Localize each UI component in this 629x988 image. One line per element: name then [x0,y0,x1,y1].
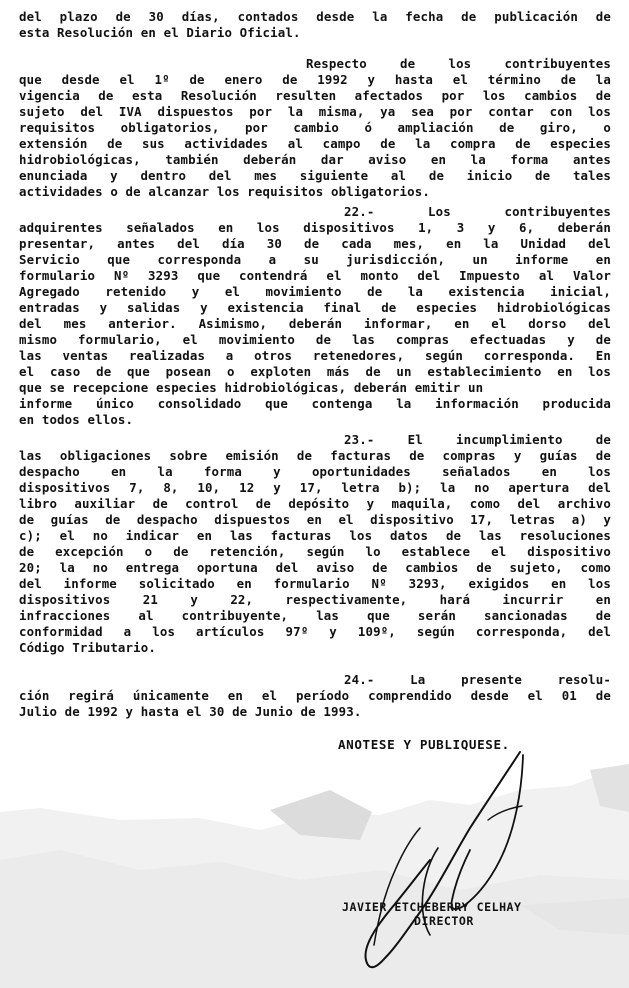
signer-name: JAVIER ETCHEBERRY CELHAY [342,900,522,914]
text-line: mismo formulario, el movimiento de las compras efectuadas y de [19,332,611,347]
text-line: en todos ellos. [19,412,134,427]
section-22-heading: 22.- Los contribuyentes [344,204,611,219]
text-line: del mes anterior. Asimismo, deberán informar, en el dorso del [19,316,611,331]
section-23-heading: 23.- El incumplimiento de [344,432,611,447]
text-line: de excepción o de retención, según lo establece el dispositivo [19,544,611,559]
text-line: Agregado retenido y el movimiento de la existencia inicial, [19,284,611,299]
text-line: informe único consolidado que contenga la información producida [19,396,611,411]
text-line: ción regirá únicamente en el período comprendido desde el 01 de [19,688,611,703]
text-line: libro auxiliar de control de depósito y maquila, como del archivo [19,496,611,511]
text-line: actividades o de alcanzar los requisitos obligatorios. [19,184,430,199]
text-line: infracciones al contribuyente, las que serán sancionadas de [19,608,611,623]
text-line: las obligaciones sobre emisión de facturas de compras y guías de [19,448,611,463]
text-line: despacho en la forma y oportunidades señalados en los [19,464,611,479]
text-line: extensión de sus actividades al campo de la compra de especies [19,136,611,151]
text-line: entradas y salidas y existencia final de especies hidrobiológicas [19,300,611,315]
text-line: del informe solicitado en formulario Nº 3293, exigidos en los [19,576,611,591]
text-line: 20; la no entrega oportuna del aviso de cambios de sujeto, como [19,560,611,575]
text-line: hidrobiológicas, también deberán dar aviso en la forma antes [19,152,611,167]
text-line: adquirentes señalados en los dispositivos 1, 3 y 6, deberán [19,220,611,235]
text-line: Código Tributario. [19,640,156,655]
text-line: formulario Nº 3293 que contendrá el monto del Impuesto al Valor [19,268,611,283]
text-line: del plazo de 30 días, contados desde la fecha de publicación de [19,9,611,24]
text-line: de guías de despacho dispuestos en el dispositivo 17, letras a) y [19,512,611,527]
closing-formula: ANOTESE Y PUBLIQUESE. [338,737,510,752]
text-line: sujeto del IVA dispuestos por la misma, ya sea por contar con los [19,104,611,119]
text-line: conformidad a los artículos 97º y 109º, según corresponda, del [19,624,611,639]
text-line: presentar, antes del día 30 de cada mes, en la Unidad del [19,236,611,251]
signer-title: DIRECTOR [414,914,474,928]
text-line: las ventas realizadas a otros retenedores, según corresponda. En [19,348,611,363]
text-line: c); el no indicar en las facturas los datos de las resoluciones [19,528,611,543]
section-24-heading: 24.- La presente resolu- [344,672,611,687]
text-line: dispositivos 7, 8, 10, 12 y 17, letra b); la no apertura del [19,480,611,495]
text-line: Julio de 1992 y hasta el 30 de Junio de 1993. [19,704,362,719]
text-line: requisitos obligatorios, por cambio ó ampliación de giro, o [19,120,611,135]
text-line: que se recepcione especies hidrobiológicas, deberán emitir un [19,380,484,395]
text-line: Respecto de los contribuyentes [306,56,611,71]
text-line: el caso de que posean o exploten más de un establecimiento en los [19,364,611,379]
text-line: esta Resolución en el Diario Oficial. [19,25,301,40]
text-line: vigencia de esta Resolución resulten afectados por los cambios de [19,88,611,103]
text-line: que desde el 1º de enero de 1992 y hasta el término de la [19,72,611,87]
text-line: Servicio que corresponda a su jurisdicción, un informe en [19,252,611,267]
text-line: enunciada y dentro del mes siguiente al de inicio de tales [19,168,611,183]
text-line: dispositivos 21 y 22, respectivamente, hará incurrir en [19,592,611,607]
